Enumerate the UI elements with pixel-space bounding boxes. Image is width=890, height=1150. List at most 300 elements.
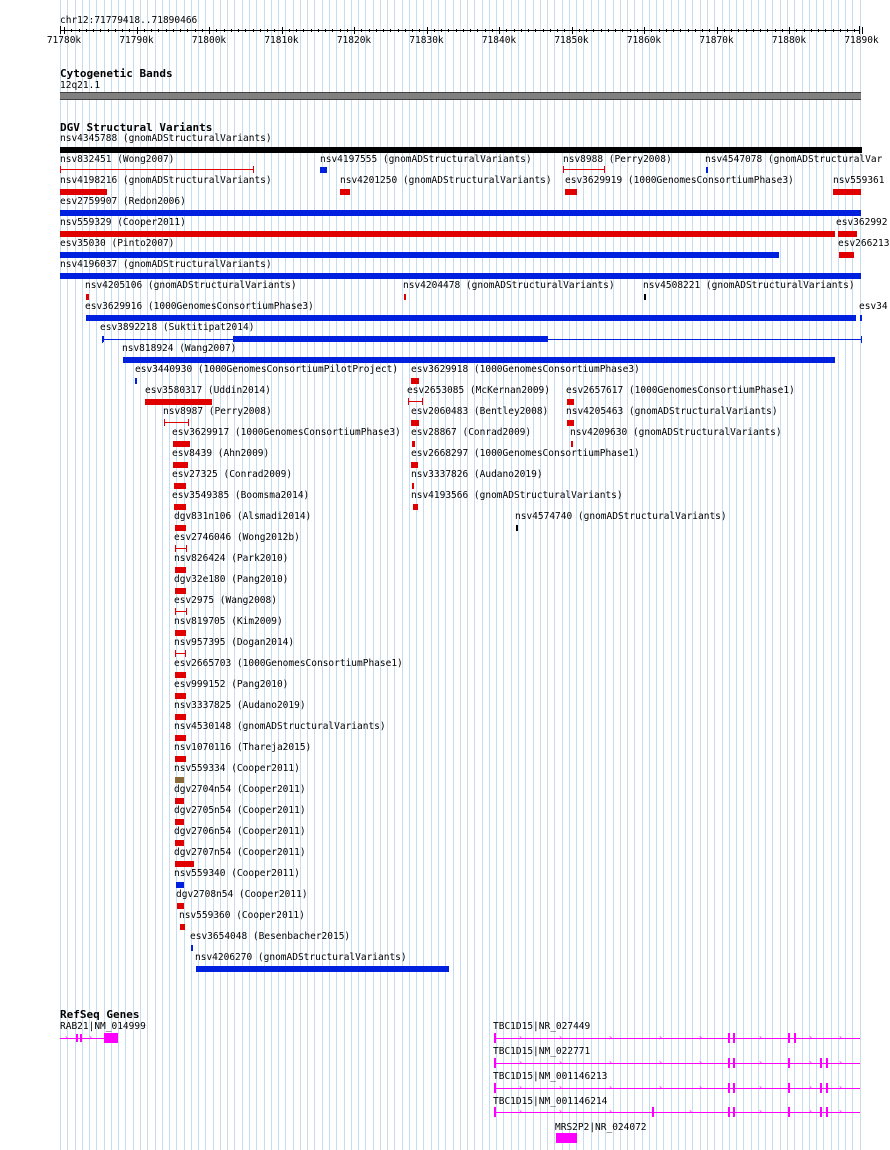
ruler-minor-tick — [731, 29, 732, 32]
ruler-minor-tick — [651, 29, 652, 32]
ruler-minor-tick — [369, 29, 370, 32]
ruler-tick-label: 71880k — [771, 35, 807, 46]
ruler-minor-tick — [419, 29, 420, 32]
strand-arrow-icon: › — [608, 1107, 613, 1116]
strand-arrow-icon: › — [518, 1033, 523, 1042]
gene-exon[interactable] — [826, 1107, 828, 1117]
variant-feature[interactable] — [175, 714, 186, 720]
variant-feature[interactable] — [320, 167, 327, 173]
variant-feature[interactable] — [175, 777, 184, 783]
variant-label[interactable]: nsv4530148 (gnomADStructuralVariants) — [174, 721, 386, 732]
variant-end-tick — [175, 608, 176, 615]
strand-arrow-icon: › — [758, 1083, 763, 1092]
gene-label[interactable]: RAB21|NM_014999 — [60, 1021, 146, 1032]
variant-feature[interactable] — [123, 357, 835, 363]
strand-arrow-icon: › — [808, 1083, 813, 1092]
variant-label[interactable]: esv8439 (Ahn2009) — [172, 448, 270, 459]
ruler-minor-tick — [318, 29, 319, 32]
ruler-minor-tick — [535, 29, 536, 32]
ruler-minor-tick — [709, 29, 710, 32]
ruler-tick-label: 71870k — [699, 35, 734, 46]
variant-feature[interactable] — [404, 294, 406, 300]
strand-arrow-icon: › — [698, 1083, 703, 1092]
variant-label[interactable]: nsv4198216 (gnomADStructuralVariants) — [60, 175, 272, 186]
variant-label[interactable]: nsv4201250 (gnomADStructuralVariants) — [340, 175, 552, 186]
strand-arrow-icon: › — [658, 1033, 663, 1042]
variant-feature[interactable] — [411, 378, 419, 384]
variant-end-tick — [102, 336, 103, 343]
strand-arrow-icon: › — [838, 1083, 843, 1092]
variant-feature[interactable] — [173, 462, 188, 468]
gene-exon[interactable] — [733, 1107, 735, 1117]
variant-label[interactable]: nsv1070116 (Thareja2015) — [174, 742, 312, 753]
ruler-tick-mark — [499, 27, 500, 34]
variant-feature[interactable] — [833, 189, 861, 195]
ruler-tick-mark — [644, 27, 645, 34]
variant-end-tick — [422, 398, 423, 405]
gene-exon[interactable] — [556, 1133, 577, 1143]
strand-arrow-icon: › — [608, 1033, 613, 1042]
variant-feature[interactable] — [196, 966, 449, 972]
ruler-tick-label: 71860k — [626, 35, 662, 46]
strand-arrow-icon: › — [518, 1083, 523, 1092]
gene-exon[interactable] — [826, 1058, 828, 1068]
variant-feature[interactable] — [60, 147, 862, 153]
variant-feature[interactable] — [191, 945, 193, 951]
ruler-minor-tick — [550, 29, 551, 32]
variant-label[interactable]: esv2665703 (1000GenomesConsortiumPhase1) — [174, 658, 403, 669]
strand-arrow-icon: › — [808, 1033, 813, 1042]
variant-feature[interactable] — [175, 861, 194, 867]
variant-feature[interactable] — [175, 819, 184, 825]
variant-label[interactable]: dgv2704n54 (Cooper2011) — [174, 784, 306, 795]
variant-feature[interactable] — [838, 231, 857, 237]
variant-label[interactable]: esv35030 (Pinto2007) — [60, 238, 175, 249]
variant-feature[interactable] — [175, 756, 186, 762]
ruler-minor-tick — [753, 29, 754, 32]
ruler-minor-tick — [485, 29, 486, 32]
variant-label[interactable]: esv2746046 (Wong2012b) — [174, 532, 300, 543]
ruler-tick-label: 71800k — [191, 35, 227, 46]
variant-label[interactable]: esv2060483 (Bentley2008) — [411, 406, 549, 417]
ruler-minor-tick — [347, 29, 348, 32]
variant-label[interactable]: esv2759907 (Redon2006) — [60, 196, 186, 207]
variant-label[interactable]: esv2975 (Wang2008) — [174, 595, 277, 606]
variant-label[interactable]: esv3549385 (Boomsma2014) — [172, 490, 310, 501]
variant-feature[interactable] — [408, 401, 423, 402]
ruler-start-tick — [60, 26, 61, 34]
variant-label[interactable]: esv3629918 (1000GenomesConsortiumPhase3) — [411, 364, 640, 375]
variant-label[interactable]: nsv818924 (Wang2007) — [122, 343, 237, 354]
variant-feature[interactable] — [135, 378, 137, 384]
variant-label[interactable]: nsv4197555 (gnomADStructuralVariants) — [320, 154, 532, 165]
ruler-tick-mark — [862, 27, 863, 34]
variant-label[interactable]: esv2668297 (1000GenomesConsortiumPhase1) — [411, 448, 640, 459]
gene-intron-line[interactable] — [494, 1088, 860, 1089]
variant-end-tick — [186, 545, 187, 552]
variant-label[interactable]: esv27325 (Conrad2009) — [172, 469, 293, 480]
variant-label[interactable]: nsv559329 (Cooper2011) — [60, 217, 186, 228]
ruler-minor-tick — [811, 29, 812, 32]
gene-exon[interactable] — [733, 1083, 735, 1093]
ruler-tick-mark — [282, 27, 283, 34]
gene-exon[interactable] — [820, 1083, 822, 1093]
ruler-minor-tick — [195, 29, 196, 32]
variant-end-tick — [188, 419, 189, 426]
strand-arrow-icon: › — [838, 1033, 843, 1042]
gene-exon[interactable] — [494, 1107, 496, 1117]
gene-exon[interactable] — [826, 1083, 828, 1093]
gene-exon[interactable] — [820, 1107, 822, 1117]
ruler-minor-tick — [224, 29, 225, 32]
variant-label[interactable]: esv2653085 (McKernan2009) — [407, 385, 550, 396]
strand-arrow-icon: › — [608, 1083, 613, 1092]
ruler-minor-tick — [245, 29, 246, 32]
variant-feature[interactable] — [567, 420, 574, 426]
strand-arrow-icon: › — [658, 1083, 663, 1092]
ruler-minor-tick — [593, 29, 594, 32]
ruler-tick-mark — [572, 27, 573, 34]
variant-label[interactable]: dgv2705n54 (Cooper2011) — [174, 805, 306, 816]
gene-label[interactable]: TBC1D15|NM_022771 — [493, 1046, 591, 1057]
variant-label[interactable]: esv3654048 (Besenbacher2015) — [190, 931, 351, 942]
variant-feature[interactable] — [60, 231, 835, 237]
variant-label[interactable]: nsv4205106 (gnomADStructuralVariants) — [85, 280, 297, 291]
ruler-minor-tick — [456, 29, 457, 32]
variant-feature[interactable] — [340, 189, 350, 195]
gene-exon[interactable] — [733, 1033, 735, 1043]
strand-arrow-icon: › — [808, 1058, 813, 1067]
variant-feature[interactable] — [60, 210, 861, 216]
variant-end-tick — [60, 166, 61, 173]
gene-exon[interactable] — [494, 1083, 496, 1093]
ruler-minor-tick — [579, 29, 580, 32]
variant-feature[interactable] — [174, 483, 186, 489]
variant-label[interactable]: nsv4508221 (gnomADStructuralVariants) — [643, 280, 855, 291]
variant-label[interactable]: nsv4204478 (gnomADStructuralVariants) — [403, 280, 615, 291]
variant-feature[interactable] — [145, 399, 212, 405]
ruler-minor-tick — [492, 29, 493, 32]
variant-label[interactable]: nsv559334 (Cooper2011) — [174, 763, 300, 774]
variant-feature[interactable] — [164, 422, 189, 423]
variant-label[interactable]: nsv3337826 (Audano2019) — [411, 469, 543, 480]
variant-feature[interactable] — [706, 167, 708, 173]
variant-label[interactable]: nsv819705 (Kim2009) — [174, 616, 283, 627]
variant-end-tick — [164, 419, 165, 426]
strand-arrow-icon: › — [64, 1033, 69, 1042]
position-label: chr12:71779418..71890466 — [60, 15, 198, 26]
variant-label[interactable]: esv34 — [859, 301, 888, 312]
variant-label[interactable]: dgv2706n54 (Cooper2011) — [174, 826, 306, 837]
ruler-minor-tick — [746, 29, 747, 32]
variant-feature[interactable] — [644, 294, 646, 300]
ruler-minor-tick — [477, 29, 478, 32]
gene-label[interactable]: MRS2P2|NR_024072 — [555, 1122, 647, 1133]
ruler-minor-tick — [93, 29, 94, 32]
ruler-tick-mark — [427, 27, 428, 34]
variant-feature[interactable] — [567, 399, 574, 405]
variant-feature[interactable] — [411, 420, 419, 426]
ruler-minor-tick — [202, 29, 203, 32]
ruler-minor-tick — [122, 29, 123, 32]
ruler-minor-tick — [173, 29, 174, 32]
gene-label[interactable]: TBC1D15|NM_001146214 — [493, 1096, 608, 1107]
variant-label[interactable]: dgv32e180 (Pang2010) — [174, 574, 289, 585]
variant-label[interactable]: nsv4205463 (gnomADStructuralVariants) — [566, 406, 778, 417]
variant-label[interactable]: nsv4209630 (gnomADStructuralVariants) — [570, 427, 782, 438]
variant-feature[interactable] — [174, 504, 186, 510]
variant-end-tick — [186, 608, 187, 615]
ruler-tick-mark — [64, 27, 65, 34]
strand-arrow-icon: › — [698, 1033, 703, 1042]
variant-label[interactable]: esv3629919 (1000GenomesConsortiumPhase3) — [565, 175, 794, 186]
variant-label[interactable]: dgv831n106 (Alsmadi2014) — [174, 511, 312, 522]
variant-feature[interactable] — [175, 630, 186, 636]
variant-feature[interactable] — [60, 189, 107, 195]
variant-feature[interactable] — [60, 252, 779, 258]
gene-exon[interactable] — [733, 1058, 735, 1068]
variant-feature[interactable] — [175, 693, 186, 699]
ruler-minor-tick — [79, 29, 80, 32]
strand-arrow-icon: › — [758, 1107, 763, 1116]
strand-arrow-icon: › — [558, 1083, 563, 1092]
ruler-minor-tick — [108, 29, 109, 32]
ruler-minor-tick — [854, 29, 855, 32]
variant-end-tick — [408, 398, 409, 405]
variant-feature[interactable] — [412, 483, 414, 489]
cytoband-bar[interactable] — [60, 92, 861, 100]
ruler-minor-tick — [115, 29, 116, 32]
strand-arrow-icon: › — [518, 1058, 523, 1067]
variant-label[interactable]: nsv4574740 (gnomADStructuralVariants) — [515, 511, 727, 522]
variant-feature[interactable] — [60, 273, 861, 279]
ruler-minor-tick — [514, 29, 515, 32]
ruler-minor-tick — [274, 29, 275, 32]
ruler-tick-label: 71810k — [264, 35, 299, 46]
ruler-minor-tick — [180, 29, 181, 32]
gene-exon[interactable] — [728, 1033, 730, 1043]
variant-feature[interactable] — [413, 504, 418, 510]
variant-feature[interactable] — [175, 567, 186, 573]
ruler-minor-tick — [303, 29, 304, 32]
variant-feature[interactable] — [175, 588, 186, 594]
strand-arrow-icon: › — [658, 1058, 663, 1067]
variant-feature[interactable] — [86, 294, 89, 300]
ruler-minor-tick — [521, 29, 522, 32]
ruler-minor-tick — [833, 29, 834, 32]
ruler-minor-tick — [775, 29, 776, 32]
gene-exon[interactable] — [788, 1083, 790, 1093]
variant-end-tick — [563, 166, 564, 173]
gene-exon[interactable] — [494, 1058, 496, 1068]
variant-label[interactable]: nsv4345788 (gnomADStructuralVariants) — [60, 133, 272, 144]
strand-arrow-icon: › — [558, 1033, 563, 1042]
ruler-tick-mark — [717, 27, 718, 34]
variant-label[interactable]: esv3892218 (Suktitipat2014) — [100, 322, 255, 333]
ruler-end-tick — [859, 26, 860, 34]
variant-feature[interactable] — [175, 798, 184, 804]
ruler-minor-tick — [673, 29, 674, 32]
variant-label[interactable]: dgv2707n54 (Cooper2011) — [174, 847, 306, 858]
gene-intron-line[interactable] — [494, 1038, 860, 1039]
variant-feature[interactable] — [173, 441, 190, 447]
variant-feature[interactable] — [175, 525, 186, 531]
strand-arrow-icon: › — [808, 1107, 813, 1116]
ruler-minor-tick — [840, 29, 841, 32]
ruler-minor-tick — [724, 29, 725, 32]
ruler-minor-tick — [332, 29, 333, 32]
ruler-minor-tick — [543, 29, 544, 32]
ruler-tick-label: 71790k — [119, 35, 154, 46]
variant-feature[interactable] — [839, 252, 854, 258]
ruler-minor-tick — [760, 29, 761, 32]
ruler-minor-tick — [231, 29, 232, 32]
ruler-minor-tick — [86, 29, 87, 32]
ruler-minor-tick — [506, 29, 507, 32]
variant-label[interactable]: nsv559340 (Cooper2011) — [174, 868, 300, 879]
ruler-minor-tick — [398, 29, 399, 32]
strand-arrow-icon: › — [758, 1033, 763, 1042]
variant-label[interactable]: esv266213 — [838, 238, 890, 249]
variant-feature[interactable] — [180, 924, 185, 930]
ruler-minor-tick — [129, 29, 130, 32]
variant-feature[interactable] — [177, 903, 184, 909]
ruler-minor-tick — [260, 29, 261, 32]
variant-feature[interactable] — [60, 169, 254, 170]
ruler-tick-label: 71890k — [844, 35, 879, 46]
variant-feature[interactable] — [176, 882, 184, 888]
ruler-minor-tick — [564, 29, 565, 32]
variant-feature[interactable] — [563, 169, 605, 170]
ruler-tick-mark — [789, 27, 790, 34]
variant-label[interactable]: nsv826424 (Park2010) — [174, 553, 289, 564]
ruler-minor-tick — [361, 29, 362, 32]
variant-label[interactable]: nsv8987 (Perry2008) — [163, 406, 272, 417]
ruler-minor-tick — [144, 29, 145, 32]
ruler-minor-tick — [383, 29, 384, 32]
variant-label[interactable]: esv2657617 (1000GenomesConsortiumPhase1) — [566, 385, 795, 396]
variant-label[interactable]: nsv4196037 (gnomADStructuralVariants) — [60, 259, 272, 270]
variant-label[interactable]: esv3629917 (1000GenomesConsortiumPhase3) — [172, 427, 401, 438]
gene-exon[interactable] — [80, 1034, 82, 1042]
ruler-minor-tick — [448, 29, 449, 32]
variant-feature[interactable] — [175, 735, 186, 741]
ruler-minor-tick — [434, 29, 435, 32]
strand-arrow-icon: › — [688, 1107, 693, 1116]
ruler-minor-tick — [702, 29, 703, 32]
ruler-minor-tick — [818, 29, 819, 32]
strand-arrow-icon: › — [88, 1033, 93, 1042]
variant-end-tick — [185, 650, 186, 657]
gene-exon[interactable] — [788, 1033, 790, 1043]
ruler-minor-tick — [267, 29, 268, 32]
ruler-minor-tick — [586, 29, 587, 32]
variant-label[interactable]: esv28867 (Conrad2009) — [411, 427, 532, 438]
variant-feature[interactable] — [86, 315, 856, 321]
ruler-minor-tick — [71, 29, 72, 32]
gene-intron-line[interactable] — [494, 1063, 860, 1064]
variant-label[interactable]: nsv4193566 (gnomADStructuralVariants) — [411, 490, 623, 501]
variant-label[interactable]: nsv559360 (Cooper2011) — [179, 910, 305, 921]
gene-exon[interactable] — [794, 1033, 796, 1043]
ruler-minor-tick — [376, 29, 377, 32]
ruler-minor-tick — [390, 29, 391, 32]
variant-label[interactable]: nsv8988 (Perry2008) — [563, 154, 672, 165]
gene-intron-line[interactable] — [494, 1112, 860, 1113]
refseq-track-title[interactable]: RefSeq Genes — [60, 1008, 140, 1021]
variant-feature[interactable] — [565, 189, 577, 195]
dgv-track-title[interactable]: DGV Structural Variants — [60, 121, 213, 134]
ruler-minor-tick — [782, 29, 783, 32]
gene-label[interactable]: TBC1D15|NM_001146213 — [493, 1071, 608, 1082]
gene-exon[interactable] — [76, 1034, 78, 1042]
ruler-minor-tick — [166, 29, 167, 32]
cytoband-track-title[interactable]: Cytogenetic Bands — [60, 67, 173, 80]
variant-feature[interactable] — [412, 441, 415, 447]
variant-label[interactable]: esv3440930 (1000GenomesConsortiumPilotProject) — [135, 364, 399, 375]
ruler-minor-tick — [151, 29, 152, 32]
ruler-minor-tick — [100, 29, 101, 32]
variant-label[interactable]: nsv4547078 (gnomADStructuralVar — [705, 154, 883, 165]
ruler-tick-mark — [354, 27, 355, 34]
ruler-tick-mark — [209, 27, 210, 34]
variant-feature[interactable] — [571, 441, 573, 447]
variant-label[interactable]: nsv559361 — [833, 175, 885, 186]
gene-exon[interactable] — [494, 1033, 496, 1043]
variant-label[interactable]: nsv832451 (Wong2007) — [60, 154, 175, 165]
variant-feature[interactable] — [175, 672, 186, 678]
gene-exon[interactable] — [788, 1058, 790, 1068]
ruler-minor-tick — [253, 29, 254, 32]
ruler-minor-tick — [528, 29, 529, 32]
variant-feature[interactable] — [411, 462, 418, 468]
variant-label[interactable]: nsv4206270 (gnomADStructuralVariants) — [195, 952, 407, 963]
ruler-minor-tick — [557, 29, 558, 32]
variant-feature[interactable] — [516, 525, 518, 531]
strand-arrow-icon: › — [758, 1058, 763, 1067]
variant-feature[interactable] — [860, 315, 862, 321]
gene-exon[interactable] — [788, 1107, 790, 1117]
ruler-minor-tick — [796, 29, 797, 32]
gene-exon[interactable] — [104, 1033, 118, 1043]
gene-exon[interactable] — [820, 1058, 822, 1068]
gene-label[interactable]: TBC1D15|NR_027449 — [493, 1021, 591, 1032]
variant-end-tick — [861, 336, 862, 343]
variant-end-tick — [604, 166, 605, 173]
gene-exon[interactable] — [728, 1058, 730, 1068]
variant-label[interactable]: dgv2708n54 (Cooper2011) — [176, 889, 308, 900]
ruler-minor-tick — [405, 29, 406, 32]
variant-label[interactable]: esv999152 (Pang2010) — [174, 679, 289, 690]
gene-exon[interactable] — [652, 1107, 654, 1117]
ruler-minor-tick — [340, 29, 341, 32]
ruler-minor-tick — [680, 29, 681, 32]
variant-label[interactable]: esv3629916 (1000GenomesConsortiumPhase3) — [85, 301, 314, 312]
ruler-tick-mark — [137, 27, 138, 34]
variant-label[interactable]: nsv957395 (Dogan2014) — [174, 637, 295, 648]
ruler-minor-tick — [825, 29, 826, 32]
ruler-minor-tick — [622, 29, 623, 32]
variant-label[interactable]: esv362992 — [836, 217, 888, 228]
gene-exon[interactable] — [728, 1107, 730, 1117]
variant-label[interactable]: esv3580317 (Uddin2014) — [145, 385, 271, 396]
variant-label[interactable]: nsv3337825 (Audano2019) — [174, 700, 306, 711]
strand-arrow-icon: › — [518, 1107, 523, 1116]
variant-feature[interactable] — [175, 840, 184, 846]
variant-feature[interactable] — [233, 336, 548, 342]
ruler-minor-tick — [158, 29, 159, 32]
gene-exon[interactable] — [728, 1083, 730, 1093]
